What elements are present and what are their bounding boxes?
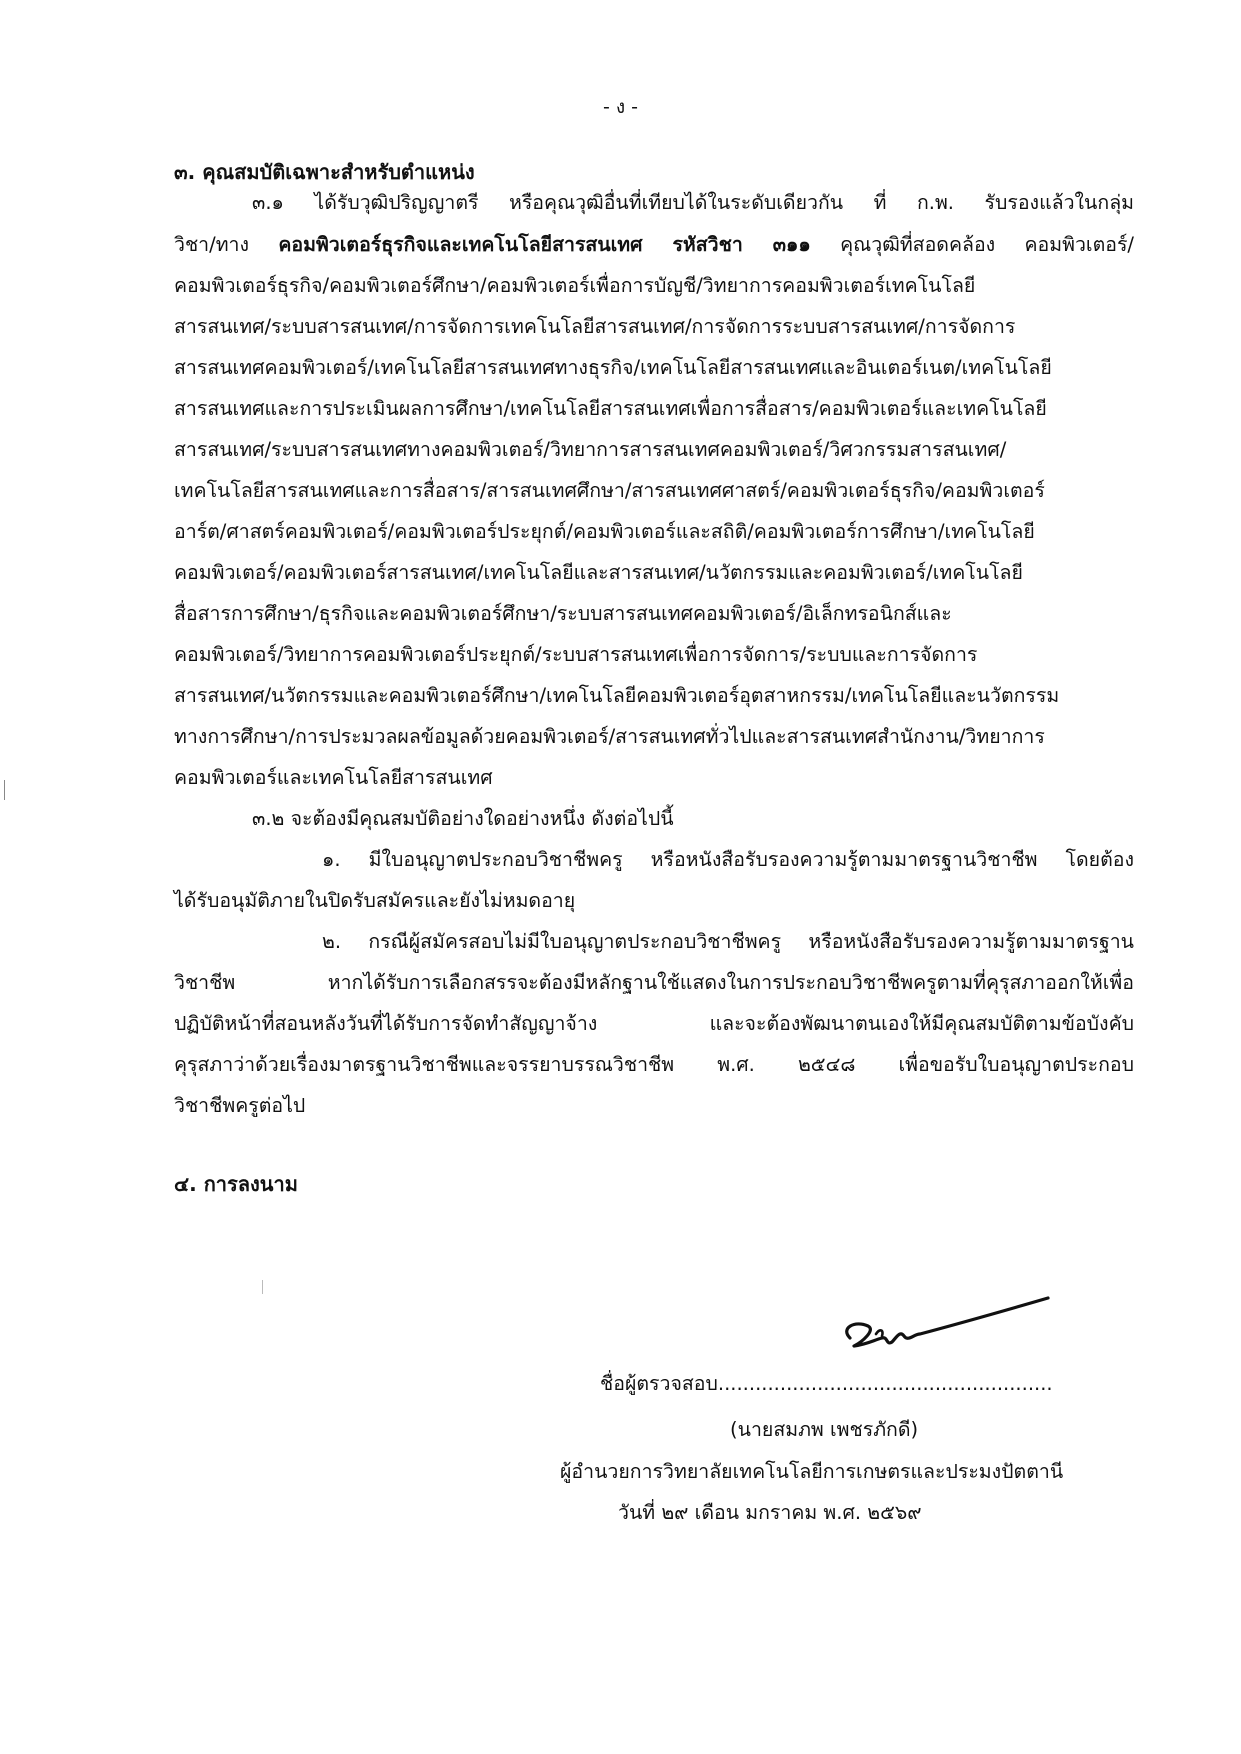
item-2-line-1: ๒. กรณีผู้สมัครสอบไม่มีใบอนุญาตประกอบวิชาชีพครู หรือหนังสือรับรองความรู้ตามมาตรฐาน (322, 930, 1134, 953)
para-3-1-line-12: คอมพิวเตอร์/วิทยาการคอมพิวเตอร์ประยุกต์/ระบบสารสนเทศเพื่อการจัดการ/ระบบและการจัดการ (174, 643, 978, 666)
signer-name: (นายสมภพ เพชรภักดี) (730, 1418, 919, 1441)
para-3-1-line-9: อาร์ต/ศาสตร์คอมพิวเตอร์/คอมพิวเตอร์ประยุกต์/คอมพิวเตอร์และสถิติ/คอมพิวเตอร์การศึกษา/เทคโนโลยี (174, 520, 1035, 543)
line-2-post: คุณวุฒิที่สอดคล้อง คอมพิวเตอร์/ (810, 233, 1134, 256)
signature-block (560, 1290, 1160, 1580)
item-1-line-1: ๑. มีใบอนุญาตประกอบวิชาชีพครู หรือหนังสือรับรองความรู้ตามมาตรฐานวิชาชีพ โดยต้อง (322, 848, 1134, 871)
para-3-1-line-3: คอมพิวเตอร์ธุรกิจ/คอมพิวเตอร์ศึกษา/คอมพิวเตอร์เพื่อการบัญชี/วิทยาการคอมพิวเตอร์เทคโนโลยี (174, 274, 976, 297)
signature-image (810, 1290, 1070, 1370)
para-3-1-line-8: เทคโนโลยีสารสนเทศและการสื่อสาร/สารสนเทศศึกษา/สารสนเทศศาสตร์/คอมพิวเตอร์ธุรกิจ/คอมพิวเตอร์ (174, 479, 1045, 502)
signer-position: ผู้อำนวยการวิทยาลัยเทคโนโลยีการเกษตรและประมงปัตตานี (560, 1460, 1064, 1483)
line-2-pre: วิชา/ทาง (174, 233, 279, 256)
para-3-1-line-4: สารสนเทศ/ระบบสารสนเทศ/การจัดการเทคโนโลยีสารสนเทศ/การจัดการระบบสารสนเทศ/การจัดการ (174, 315, 1016, 338)
scan-speck (262, 1280, 263, 1294)
section-4-heading: ๔. การลงนาม (174, 1172, 298, 1196)
para-3-1-line-5: สารสนเทศคอมพิวเตอร์/เทคโนโลยีสารสนเทศทางธุรกิจ/เทคโนโลยีสารสนเทศและอินเตอร์เนต/เทคโนโลยี (174, 356, 1052, 379)
para-3-1-line-11: สื่อสารการศึกษา/ธุรกิจและคอมพิวเตอร์ศึกษา/ระบบสารสนเทศคอมพิวเตอร์/อิเล็กทรอนิกส์และ (174, 602, 952, 625)
para-3-1-line-6: สารสนเทศและการประเมินผลการศึกษา/เทคโนโลยีสารสนเทศเพื่อการสื่อสาร/คอมพิวเตอร์และเทคโนโลยี (174, 397, 1047, 420)
item-2-line-4: คุรุสภาว่าด้วยเรื่องมาตรฐานวิชาชีพและจรรยาบรรณวิชาชีพ พ.ศ. ๒๕๔๘ เพื่อขอรับใบอนุญาตประกอบ (174, 1053, 1134, 1076)
para-3-1-line-10: คอมพิวเตอร์/คอมพิวเตอร์สารสนเทศ/เทคโนโลยีและสารสนเทศ/นวัตกรรมและคอมพิวเตอร์/เทคโนโลยี (174, 561, 1023, 584)
checker-line (600, 1368, 1053, 1399)
sign-date: วันที่ ๒๙ เดือน มกราคม พ.ศ. ๒๕๖๙ (618, 1501, 922, 1524)
item-1-line-2: ได้รับอนุมัติภายในปิดรับสมัครและยังไม่หมดอายุ (174, 889, 576, 912)
para-3-1-line-14: ทางการศึกษา/การประมวลผลข้อมูลด้วยคอมพิวเตอร์/สารสนเทศทั่วไปและสารสนเทศสำนักงาน/วิทยาการ (174, 725, 1045, 748)
item-2-line-5: วิชาชีพครูต่อไป (174, 1094, 306, 1117)
section-3-heading: ๓. คุณสมบัติเฉพาะสำหรับตำแหน่ง (174, 160, 475, 184)
item-2-line-2: วิชาชีพ หากได้รับการเลือกสรรจะต้องมีหลักฐานใช้แสดงในการประกอบวิชาชีพครูตามที่คุรุสภาออกให้เพื่อ (174, 971, 1134, 994)
checker-dots: ...................................................... (717, 1372, 1053, 1395)
item-2-line-3: ปฏิบัติหน้าที่สอนหลังวันที่ได้รับการจัดทำสัญญาจ้าง และจะต้องพัฒนาตนเองให้มีคุณสมบัติตามข้อบังคับ (174, 1012, 1134, 1035)
checker-label: ชื่อผู้ตรวจสอบ (600, 1372, 718, 1395)
para-3-1-line-13: สารสนเทศ/นวัตกรรมและคอมพิวเตอร์ศึกษา/เทคโนโลยีคอมพิวเตอร์อุตสาหกรรม/เทคโนโลยีและนวัตกรรม (174, 684, 1060, 707)
scan-margin-mark (4, 780, 5, 800)
line-2-bold: คอมพิวเตอร์ธุรกิจและเทคโนโลยีสารสนเทศ รหัสวิชา ๓๑๑ (278, 233, 811, 256)
para-3-1-line-7: สารสนเทศ/ระบบสารสนเทศทางคอมพิวเตอร์/วิทยาการสารสนเทศคอมพิวเตอร์/วิศวกรรมสารสนเทศ/ (174, 438, 1007, 461)
para-3-1-line-2 (174, 230, 1134, 260)
para-3-2: ๓.๒ จะต้องมีคุณสมบัติอย่างใดอย่างหนึ่ง ดังต่อไปนี้ (252, 807, 674, 830)
para-3-1-line-15: คอมพิวเตอร์และเทคโนโลยีสารสนเทศ (174, 766, 493, 789)
para-3-1-line-1: ๓.๑ ได้รับวุฒิปริญญาตรี หรือคุณวุฒิอื่นที่เทียบได้ในระดับเดียวกัน ที่ ก.พ. รับรองแล้วในกลุ่ม (252, 191, 1134, 214)
page-number: - ง - (602, 96, 639, 118)
